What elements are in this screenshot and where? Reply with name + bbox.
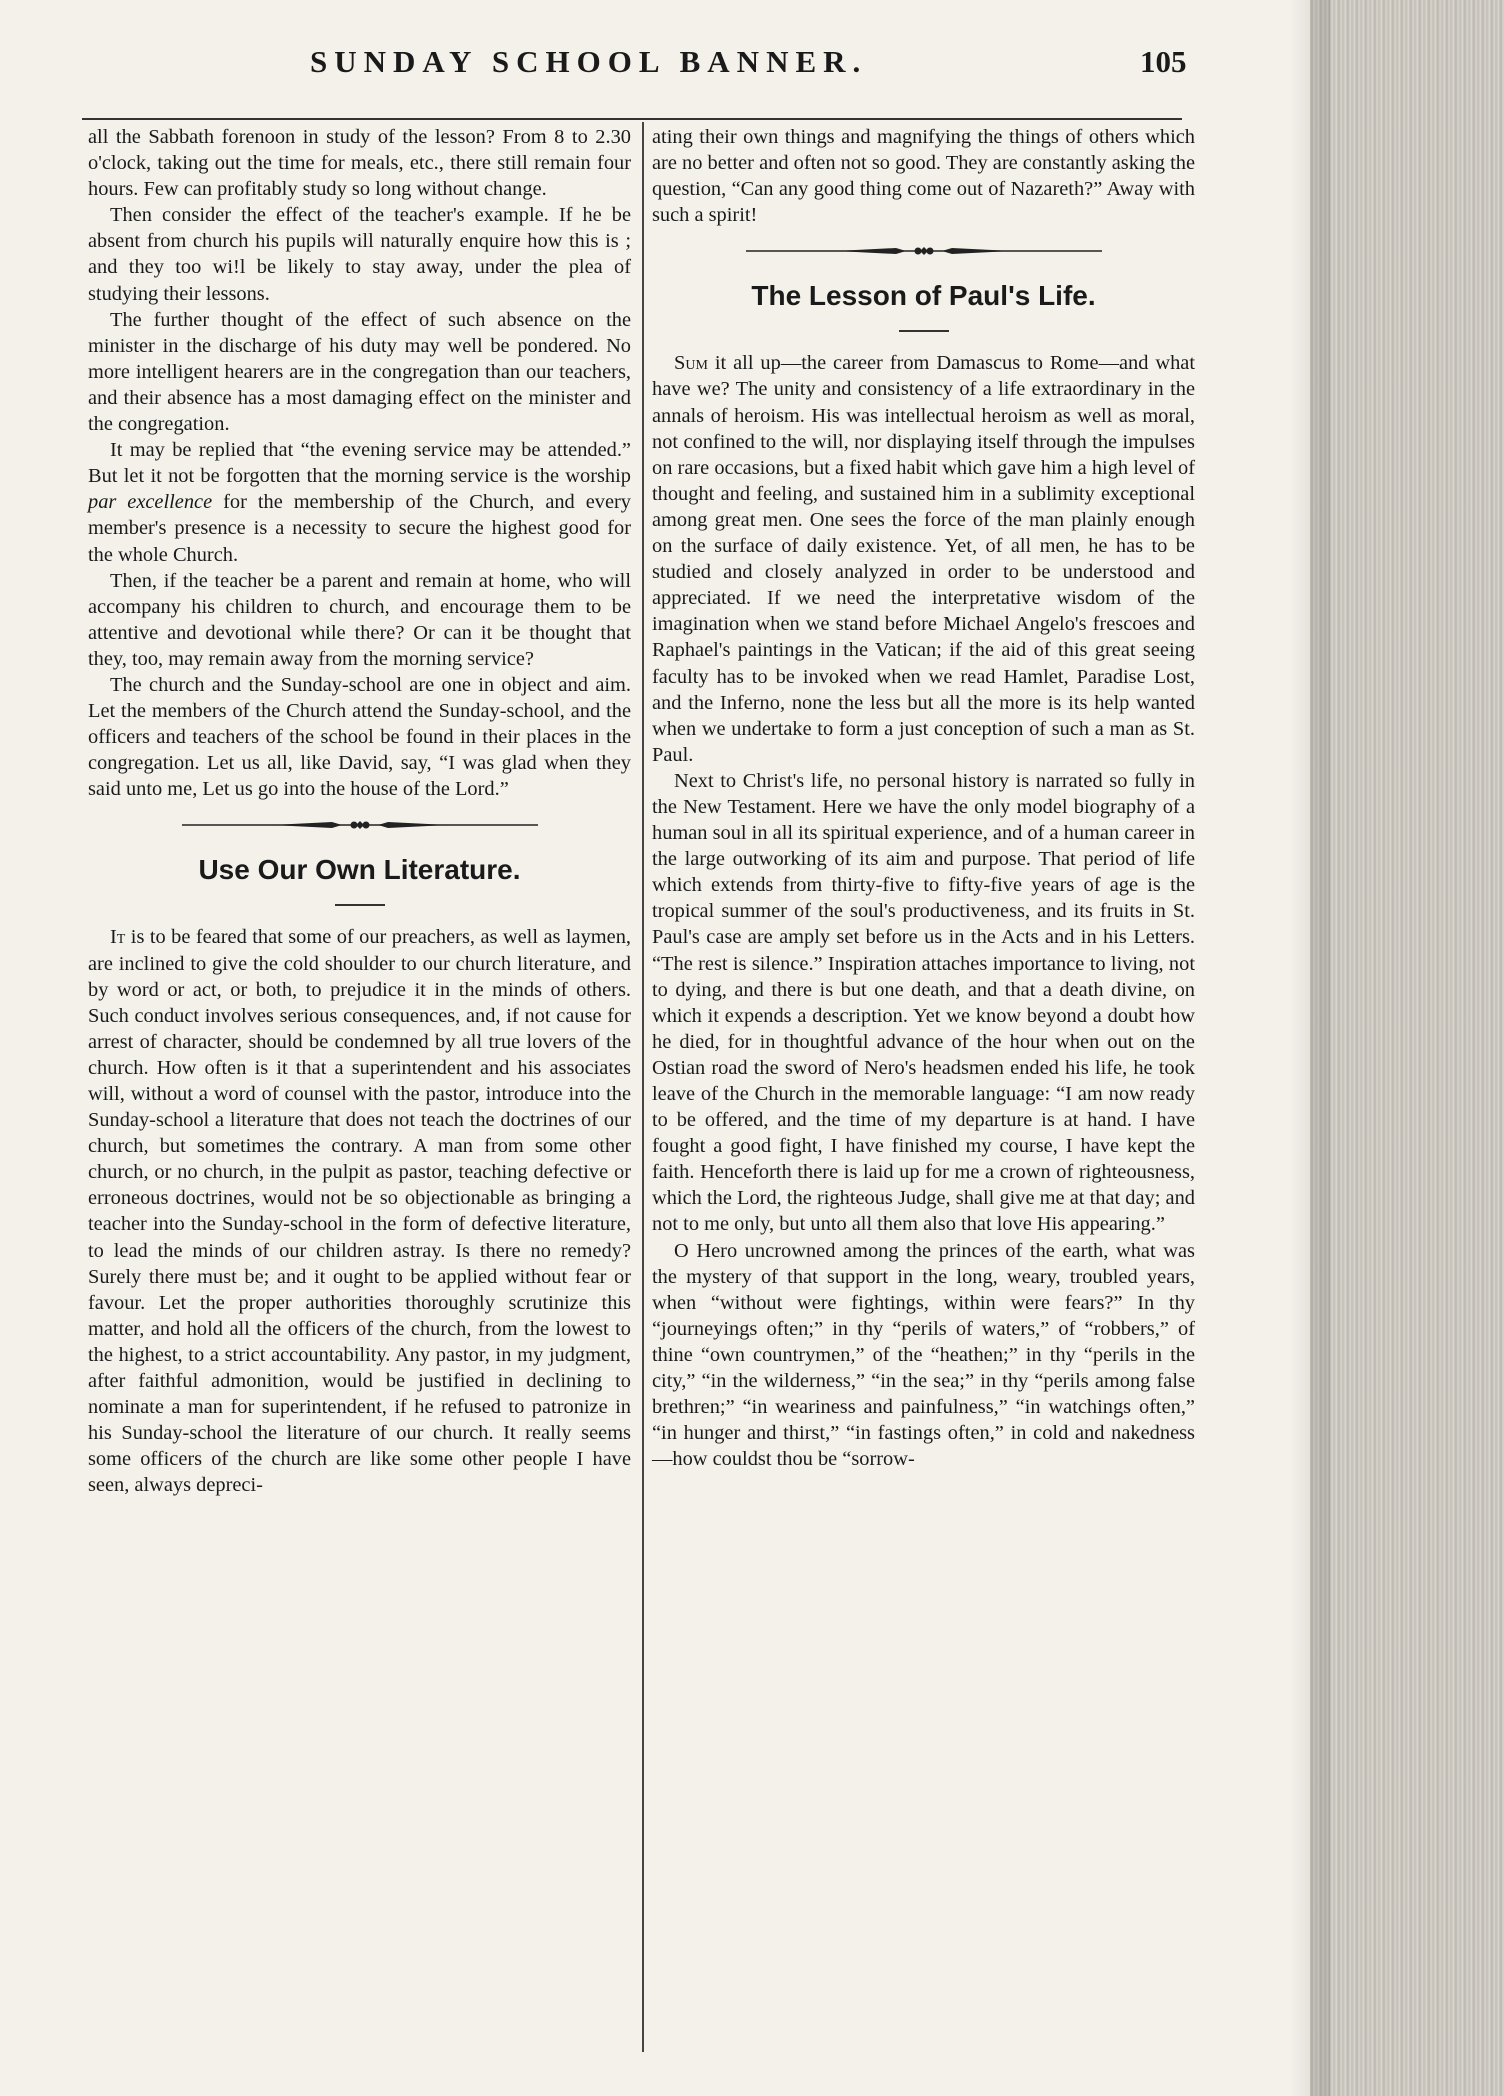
italic-phrase: par excellence	[88, 491, 213, 514]
paragraph: The further thought of the effect of such absence on the minister in the discharge of his duty may well be pondered. No more intelligent hearers are in the congregation than our teachers, and their absence has a most damaging effect on the minister and the congregation.	[88, 308, 631, 436]
paragraph	[88, 924, 631, 1498]
heading-rule	[899, 330, 949, 332]
paragraph-text: It may be replied that “the evening service may be attended.” But let it not be forgotten that the morning service is the worship	[88, 439, 631, 488]
column-divider	[642, 122, 644, 2052]
paragraph: Then, if the teacher be a parent and remain at home, who will accompany his children to church, and encourage them to be attentive and devotional while there? Or can it be thought that they, too, may remain away from the morning service?	[88, 569, 631, 670]
paragraph	[88, 437, 631, 567]
paragraph	[652, 350, 1195, 768]
running-title: SUNDAY SCHOOL BANNER.	[310, 44, 868, 79]
paragraph-text: it all up—the career from Damascus to Rome—and what have we? The unity and consistency of a life extraordinary in the annals of heroism. His was intellectual heroism as well as moral, not confined to the will, nor displaying itself through the impulses on rare occasions, but a fixed habit which gave him a high level of thought and feeling, and sustained him in a sublimity exceptional among great men. One sees the force of the man plainly enough on the surface of daily existence. Yet, of all men, he has to be studied and closely analyzed in order to be understood and appreciated. If we need the interpretative wisdom of the imagination when we stand before Michael Angelo's frescoes and Raphael's paintings in the Vatican; if the aid of this great seeing faculty has to be invoked when we read Hamlet, Paradise Lost, and the Inferno, none the less but all the more is its help wanted when we undertake to form a just conception of such a man as St. Paul.	[652, 352, 1195, 766]
paragraph: ating their own things and magnifying the things of others which are no better and often not so good. They are constantly asking the question, “Can any good thing come out of Nazareth?” Away with such a spirit!	[652, 126, 1195, 227]
page-gutter-shadow	[1290, 0, 1330, 2096]
drop-word: It	[110, 926, 126, 949]
paragraph: Then consider the effect of the teacher's example. If he be absent from church his pupils will naturally enquire how this is ; and they too wi!l be likely to stay away, under the plea of studying their lessons.	[88, 204, 631, 305]
section-heading: The Lesson of Paul's Life.	[751, 280, 1096, 312]
header-rule	[82, 118, 1182, 120]
drop-word: Sum	[674, 352, 708, 375]
paragraph: Next to Christ's life, no personal history is narrated so fully in the New Testament. Here we have the only model biography of a human soul in all its spiritual experience, and of a human career in the large outworking of its aim and purpose. That period of life which extends from thirty-five to fifty-five years of age is the tropical summer of the soul's productiveness, and its fruits in St. Paul's case are amply set before us in the Acts and in his Letters. “The rest is silence.” Inspiration attaches importance to living, not to dying, and there is but one death, and that a death divine, on which it expends a description. Yet we know beyond a doubt how he died, for in thoughtful advance of the hour when out on the Ostian road the sword of Nero's headsmen ended his life, he took leave of the Church in the memorable language: “I am now ready to be offered, and the time of my departure is at hand. I have fought a good fight, I have finished my course, I have kept the faith. Henceforth there is laid up for me a crown of righteousness, which the Lord, the righteous Judge, shall give me at that day; and not to me only, but unto all them also that love His appearing.”	[652, 769, 1196, 1236]
paragraph-text: is to be feared that some of our preachers, as well as laymen, are inclined to give the cold shoulder to our church literature, and by word or act, or both, to prejudice it in the minds of others. Such conduct involves serious consequences, and, if not cause for arrest of character, should be condemned by all true lovers of the church. How often is it that a superintendent and his associates will, without a word of counsel with the pastor, introduce into the Sunday-school a literature that does not teach the doctrines of our church, but sometimes the contrary. A man from some other church, or no church, in the pulpit as pastor, teaching defective or erroneous doctrines, would not be so objectionable as bringing a teacher into the Sunday-school in the form of defective literature, to lead the minds of our children astray. Is there no remedy? Surely there must be; and it ought to be applied without fear or favour. Let the proper authorities thoroughly scrutinize this matter, and hold all the officers of the church, from the lowest to the highest, to a strict accountability. Any pastor, in my judgment, after faithful admonition, would be justified in declining to nominate a man for superintendent, if he refused to patronize in his Sunday-school the literature of our church. It really seems some officers of the church are like some other people I have seen, always depreci-	[88, 926, 631, 1497]
paragraph: O Hero uncrowned among the princes of the earth, what was the mystery of that support in the long, weary, troubled years, when “without were fightings, within were fears?” In thy “journeyings often;” in thy “perils of waters,” of “robbers,” of thine “own countrymen,” of the “heathen;” in thy “perils in the city,” “in the wilderness,” “in the sea;” in thy “perils among false brethren;” “in weariness and painfulness,” “in watchings often,” “in hunger and thirst,” “in fastings often,” in cold and nakedness—how couldst thou be “sorrow-	[652, 1239, 1195, 1471]
left-column	[88, 124, 631, 1499]
page-number: 105	[1140, 44, 1187, 79]
heading-rule	[335, 904, 385, 906]
right-column	[652, 124, 1195, 1472]
paragraph-text: for the membership of the Church, and every member's presence is a necessity to secure the highest good for the whole Church.	[88, 491, 631, 566]
paragraph: The church and the Sunday-school are one in object and aim. Let the members of the Church attend the Sunday-school, and the officers and teachers of the school be found in their places in the congregation. Let us all, like David, say, “I was glad when they said unto me, Let us go into the house of the Lord.”	[88, 673, 631, 801]
ornamental-rule-icon	[88, 802, 631, 848]
book-page-edges	[1310, 0, 1504, 2096]
section-heading: Use Our Own Literature.	[198, 854, 521, 886]
page-header	[0, 36, 1310, 86]
ornamental-rule-icon	[652, 228, 1195, 274]
paragraph: all the Sabbath forenoon in study of the lesson? From 8 to 2.30 o'clock, taking out the time for meals, etc., there still remain four hours. Few can profitably study so long without change.	[88, 126, 631, 201]
